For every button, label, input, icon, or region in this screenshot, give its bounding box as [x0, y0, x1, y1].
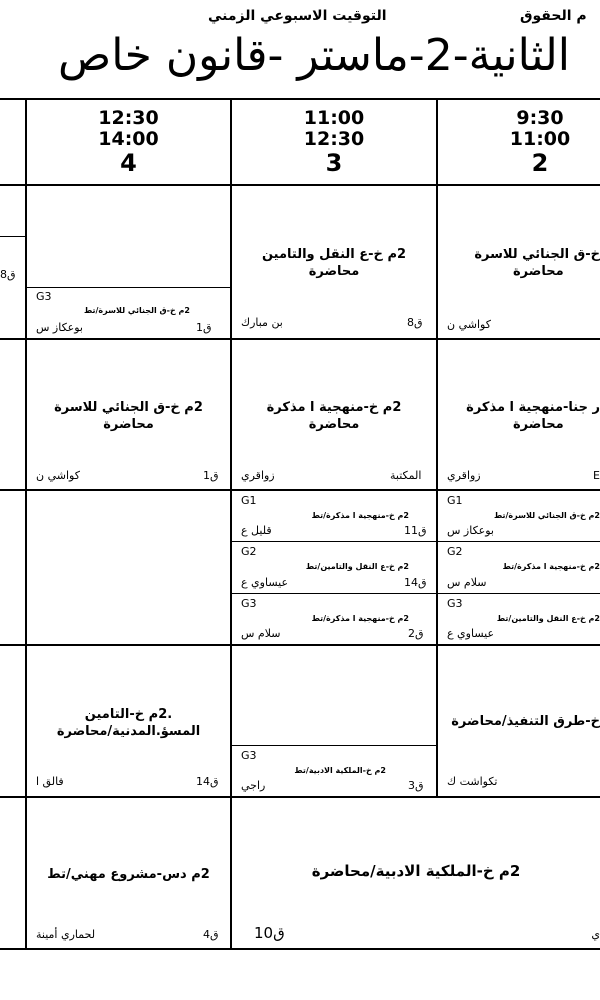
grid-line-row3 [0, 644, 600, 646]
room-label: المكتبة [390, 469, 422, 482]
room-label: ق11 [404, 524, 427, 537]
left-cell-divider [0, 236, 25, 237]
grid-line-row4 [0, 796, 600, 798]
room-label: ق4 [203, 928, 219, 941]
course-title: 2م خ-منهجية ا مذكرة/تط [502, 562, 600, 571]
group-label: G2 [241, 545, 257, 558]
grid-line-row2 [0, 489, 600, 491]
group-label: G3 [36, 290, 52, 303]
slot-header-4: 12:30 14:00 4 [98, 107, 159, 177]
grid-line-header-bottom [0, 184, 600, 186]
group-label: G2 [447, 545, 463, 558]
room-label: ق10 [254, 924, 285, 942]
teacher-name: بن مبارك [241, 316, 283, 329]
teacher-name: لحماري أمينة [36, 928, 96, 941]
teacher-name: زواقري [447, 469, 481, 482]
teacher-name: تكواشت ك [447, 775, 498, 788]
teacher-name: بوعكاز س [36, 321, 83, 334]
course-title: 2م خ-منهجية ا مذكرة/تط [311, 511, 409, 520]
cell-divider [232, 593, 600, 594]
slot-header-2: 9:30 11:00 2 [509, 107, 571, 177]
room-label: ق3 [408, 779, 424, 792]
course-title: .2م خ-التامين [84, 707, 173, 722]
teacher-name: سلام س [447, 576, 487, 589]
teacher-name: بوعكاز س [447, 524, 494, 537]
course-title: 2م خ-ق الجنائي للاسرة/تط [493, 511, 600, 520]
group-label: G1 [241, 494, 257, 507]
grid-col-line-3 [436, 98, 438, 796]
course-title: 2م خ-منهجية ا مذكرة [266, 400, 402, 415]
grid-line-row1 [0, 338, 600, 340]
teacher-name: سلام س [241, 627, 281, 640]
course-title: 2م خ-ع النقل والتامين/تط [305, 562, 409, 571]
room-label: ق1 [203, 469, 219, 482]
teacher-name: عيساوي ع [241, 576, 289, 589]
teacher-name: ي [591, 928, 600, 941]
schedule-title: التوقيت الاسبوعي الزمني [208, 8, 387, 24]
room-label: ق14 [196, 775, 219, 788]
group-label: G1 [447, 494, 463, 507]
teacher-name: فالق ا [36, 775, 64, 788]
course-title: 2م دس-مشروع مهني/تط [47, 867, 210, 882]
course-title: خ-ق الجنائي للاسرة [474, 247, 600, 262]
teacher-name: كواشي ن [36, 469, 80, 482]
course-title: ر جنا-منهجية ا مذكرة [466, 400, 600, 415]
room-label: ق8 [407, 316, 423, 329]
cell-divider [232, 541, 600, 542]
room-label: ق2 [408, 627, 424, 640]
course-title: 2م خ-ع النقل والتامين/تط [496, 614, 600, 623]
slot-header-3: 11:00 12:30 3 [303, 107, 365, 177]
course-type: محاضرة [513, 264, 564, 279]
teacher-name: كواشي ن [447, 318, 491, 331]
grid-col-line-1 [25, 98, 27, 950]
course-title: 2م خ-ق الجنائي للاسرة/تط [83, 306, 190, 315]
course-title: 2م خ-ق الجنائي للاسرة [54, 400, 203, 415]
cell-divider [232, 745, 436, 746]
teacher-name: راجي [241, 779, 266, 792]
grid-line-top [0, 98, 600, 100]
group-label: G3 [241, 749, 257, 762]
room-label: ق1 [196, 321, 212, 334]
room-label: ق8 [0, 268, 16, 281]
course-type: محاضرة [308, 264, 360, 279]
group-label: G3 [241, 597, 257, 610]
course-title: 2م خ-الملكية الادبية/محاضرة [311, 862, 521, 880]
course-title-line2: المسؤ.المدنية/محاضرة [56, 724, 201, 739]
program-title: الثانية-2-ماستر -قانون خاص [58, 30, 570, 81]
course-title: 2م خ-منهجية ا مذكرة/تط [311, 614, 409, 623]
grid-col-line-2 [230, 98, 232, 950]
teacher-name: زواقري [241, 469, 275, 482]
group-label: G3 [447, 597, 463, 610]
faculty-label: م الحقوق [520, 8, 587, 24]
cell-divider [27, 287, 230, 288]
course-type: محاضرة [103, 417, 154, 432]
course-title: خ-طرق التنفيذ/محاضرة [451, 714, 600, 729]
course-title: 2م خ-ع النقل والتامين [261, 247, 407, 262]
teacher-name: عيساوي ع [447, 627, 495, 640]
room-label: E [593, 469, 600, 482]
teacher-name: قليل ع [241, 524, 272, 537]
course-type: محاضرة [513, 417, 564, 432]
course-title: 2م خ-الملكية الادبية/تط [294, 766, 386, 775]
course-type: محاضرة [308, 417, 360, 432]
grid-line-bottom [0, 948, 600, 950]
room-label: ق14 [404, 576, 427, 589]
